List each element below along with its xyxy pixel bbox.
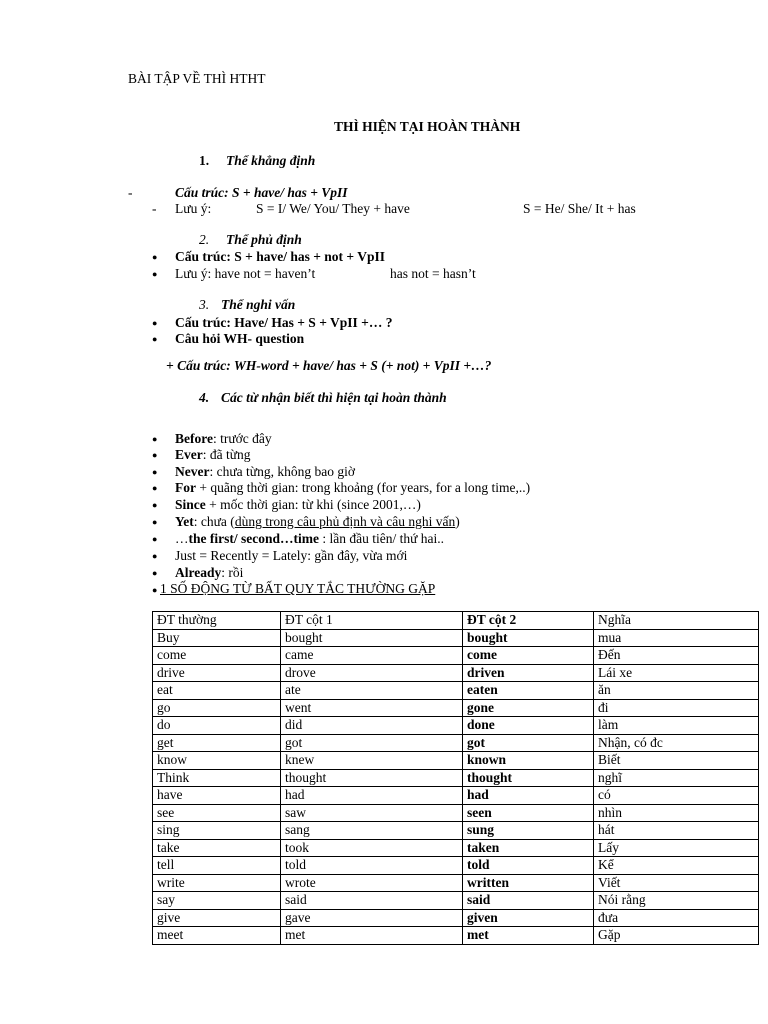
section-1-number: 1. [199, 153, 210, 168]
table-row [153, 822, 759, 840]
cell-past-simple: met [281, 927, 463, 945]
cell-past-participle: met [463, 927, 594, 945]
bullet-icon: ● [152, 568, 158, 578]
section-2-title: Thể phủ định [226, 232, 302, 247]
affirmative-note-has: S = He/ She/ It + has [523, 201, 636, 216]
signal-just: Just = Recently = Lately: gần đây, vừa mới [175, 548, 408, 563]
document-title: BÀI TẬP VỀ THÌ HTHT [128, 71, 266, 86]
cell-past-simple: ate [281, 682, 463, 700]
signal-since: Since + mốc thời gian: từ khi (since 2001,…) [175, 497, 421, 512]
bullet-icon: ● [152, 269, 158, 279]
cell-past-simple: had [281, 787, 463, 805]
cell-meaning: Đến [594, 647, 759, 665]
wh-question-label: Câu hỏi WH- question [175, 331, 305, 346]
table-row [153, 717, 759, 735]
cell-meaning: đi [594, 699, 759, 717]
table-row [153, 734, 759, 752]
negative-note-b: has not = hasn’t [390, 266, 476, 281]
cell-past-simple: wrote [281, 874, 463, 892]
bullet-icon: ● [152, 450, 158, 460]
signal-ever: Ever: đã từng [175, 447, 251, 462]
cell-past-participle: told [463, 857, 594, 875]
cell-meaning: hát [594, 822, 759, 840]
irregular-verbs-heading: 1 SỐ ĐỘNG TỪ BẤT QUY TẮC THƯỜNG GẶP [160, 581, 436, 596]
cell-past-participle: driven [463, 664, 594, 682]
table-row [153, 909, 759, 927]
table-row [153, 874, 759, 892]
cell-meaning: mua [594, 629, 759, 647]
cell-meaning: Kể [594, 857, 759, 875]
cell-past-simple: thought [281, 769, 463, 787]
cell-base-form: meet [153, 927, 281, 945]
cell-meaning: Gặp [594, 927, 759, 945]
table-row [153, 664, 759, 682]
cell-past-simple: took [281, 839, 463, 857]
cell-meaning: làm [594, 717, 759, 735]
cell-past-participle: taken [463, 839, 594, 857]
dash-marker: - [128, 185, 133, 200]
cell-past-simple: bought [281, 629, 463, 647]
cell-meaning: Viết [594, 874, 759, 892]
table-row [153, 682, 759, 700]
cell-meaning: có [594, 787, 759, 805]
cell-base-form: get [153, 734, 281, 752]
bullet-icon: ● [152, 318, 158, 328]
cell-past-simple: gave [281, 909, 463, 927]
cell-base-form: take [153, 839, 281, 857]
cell-base-form: do [153, 717, 281, 735]
cell-meaning: Lái xe [594, 664, 759, 682]
header-base-form: ĐT thường [153, 612, 281, 630]
bullet-icon: ● [152, 500, 158, 510]
signal-already: Already: rồi [175, 565, 244, 580]
signal-yet: Yet: chưa (dùng trong câu phủ định và câu nghi vấn) [175, 514, 460, 529]
table-row [153, 787, 759, 805]
cell-meaning: đưa [594, 909, 759, 927]
cell-meaning: ăn [594, 682, 759, 700]
bullet-icon: ● [152, 334, 158, 344]
negative-structure: Cấu trúc: S + have/ has + not + VpII [175, 249, 385, 264]
signal-before: Before: trước đây [175, 431, 272, 446]
table-row [153, 769, 759, 787]
cell-past-participle: said [463, 892, 594, 910]
cell-base-form: come [153, 647, 281, 665]
cell-base-form: drive [153, 664, 281, 682]
signal-for: For + quãng thời gian: trong khoảng (for years, for a long time,..) [175, 480, 531, 495]
bullet-icon: ● [152, 517, 158, 527]
cell-past-simple: sang [281, 822, 463, 840]
section-1-title: Thể khẳng định [226, 153, 316, 168]
bullet-icon: ● [152, 252, 158, 262]
cell-past-participle: seen [463, 804, 594, 822]
table-row [153, 629, 759, 647]
cell-base-form: know [153, 752, 281, 770]
affirmative-structure: Cấu trúc: S + have/ has + VpII [175, 185, 348, 200]
header-past-simple: ĐT cột 1 [281, 612, 463, 630]
cell-base-form: eat [153, 682, 281, 700]
signal-the-first: …the first/ second…time : lần đầu tiên/ thứ hai.. [175, 531, 445, 546]
section-3-number: 3. [199, 297, 210, 312]
affirmative-note-label: Lưu ý: [175, 201, 212, 216]
cell-past-simple: came [281, 647, 463, 665]
cell-past-simple: did [281, 717, 463, 735]
cell-past-participle: had [463, 787, 594, 805]
table-row [153, 857, 759, 875]
table-row [153, 892, 759, 910]
table-row [153, 752, 759, 770]
table-row [153, 927, 759, 945]
cell-meaning: Biết [594, 752, 759, 770]
cell-meaning: nhìn [594, 804, 759, 822]
cell-meaning: Nhận, có đc [594, 734, 759, 752]
wh-structure: + Cấu trúc: WH-word + have/ has + S (+ not) + VpII +…? [166, 358, 492, 373]
cell-past-participle: got [463, 734, 594, 752]
cell-past-participle: known [463, 752, 594, 770]
negative-note-a: Lưu ý: have not = haven’t [175, 266, 316, 281]
cell-past-participle: thought [463, 769, 594, 787]
main-heading: THÌ HIỆN TẠI HOÀN THÀNH [334, 119, 521, 134]
section-4-number: 4. [199, 390, 210, 405]
irregular-verb-table [152, 611, 759, 945]
cell-past-participle: gone [463, 699, 594, 717]
cell-meaning: Lấy [594, 839, 759, 857]
cell-base-form: Think [153, 769, 281, 787]
section-2-number: 2. [199, 232, 210, 247]
header-meaning: Nghĩa [594, 612, 759, 630]
cell-base-form: write [153, 874, 281, 892]
bullet-icon: ● [152, 434, 158, 444]
table-row [153, 804, 759, 822]
section-4-title: Các từ nhận biết thì hiện tại hoàn thành [221, 390, 447, 405]
signal-never: Never: chưa từng, không bao giờ [175, 464, 355, 479]
cell-base-form: sing [153, 822, 281, 840]
bullet-icon: ● [152, 585, 158, 595]
bullet-icon: ● [152, 551, 158, 561]
bullet-icon: ● [152, 534, 158, 544]
cell-past-simple: went [281, 699, 463, 717]
cell-past-simple: got [281, 734, 463, 752]
cell-base-form: have [153, 787, 281, 805]
cell-past-participle: come [463, 647, 594, 665]
bullet-icon: ● [152, 483, 158, 493]
table-row [153, 647, 759, 665]
cell-past-participle: eaten [463, 682, 594, 700]
cell-base-form: see [153, 804, 281, 822]
bullet-icon: ● [152, 467, 158, 477]
cell-past-participle: bought [463, 629, 594, 647]
interrogative-structure: Cấu trúc: Have/ Has + S + VpII +… ? [175, 315, 393, 330]
header-past-participle: ĐT cột 2 [463, 612, 594, 630]
cell-base-form: Buy [153, 629, 281, 647]
cell-past-participle: given [463, 909, 594, 927]
table-row [153, 839, 759, 857]
affirmative-note-have: S = I/ We/ You/ They + have [256, 201, 410, 216]
section-3-title: Thể nghi vấn [221, 297, 296, 312]
cell-past-simple: knew [281, 752, 463, 770]
table-row [153, 699, 759, 717]
cell-past-participle: sung [463, 822, 594, 840]
cell-past-simple: told [281, 857, 463, 875]
cell-base-form: say [153, 892, 281, 910]
cell-past-simple: said [281, 892, 463, 910]
dash-marker: - [152, 201, 157, 216]
table-header-row [153, 612, 759, 630]
cell-past-simple: drove [281, 664, 463, 682]
cell-meaning: nghĩ [594, 769, 759, 787]
cell-past-participle: written [463, 874, 594, 892]
cell-meaning: Nói rằng [594, 892, 759, 910]
cell-past-simple: saw [281, 804, 463, 822]
cell-base-form: go [153, 699, 281, 717]
cell-base-form: give [153, 909, 281, 927]
cell-base-form: tell [153, 857, 281, 875]
cell-past-participle: done [463, 717, 594, 735]
